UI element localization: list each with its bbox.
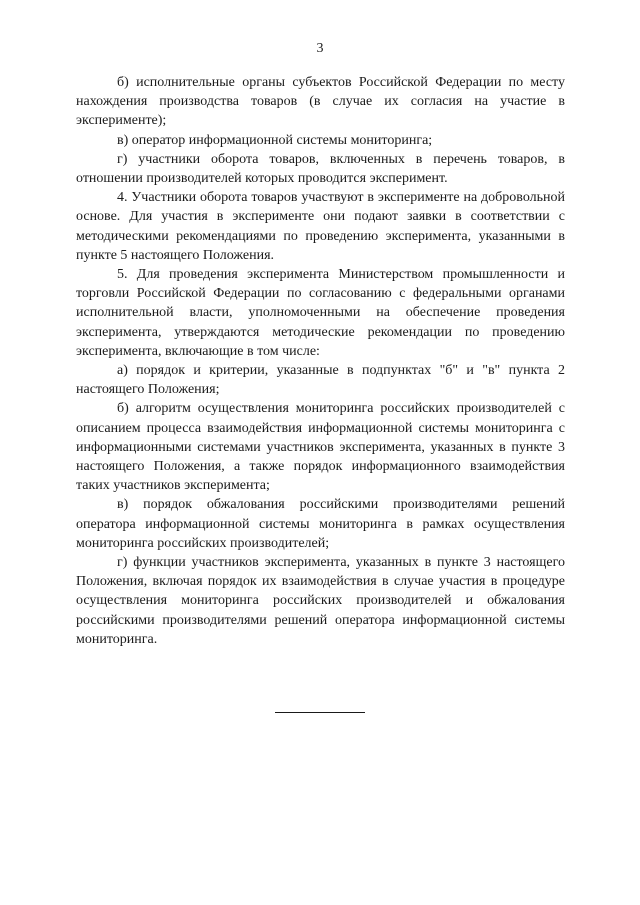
page-number: 3: [316, 41, 324, 56]
document-body: [76, 73, 565, 649]
paragraph-item-g-goods-participants: г) участники оборота товаров, включенных в перечень товаров, в отношении производителей которых проводится эксперимент.: [76, 151, 565, 187]
paragraph-clause-4: 4. Участники оборота товаров участвуют в эксперименте на добровольной основе. Для участия в эксперименте они подают заявки в соответствии с методическими рекомендациями по проведению эксперимента, указанными в пункте 5 настоящего Положения.: [76, 190, 565, 263]
paragraph-clause-5: 5. Для проведения эксперимента Министерством промышленности и торговли Российской Федерации по согласованию с федеральными органами исполнительной власти, уполномоченными на обеспечение проведения эксперимента, утверждаются методические рекомендации по проведению эксперимента, включающие в том числе:: [76, 267, 565, 359]
paragraph-clause-5-item-a: а) порядок и критерии, указанные в подпунктах "б" и "в" пункта 2 настоящего Положения;: [76, 363, 565, 398]
paragraph-clause-5-item-g: г) функции участников эксперимента, указанных в пункте 3 настоящего Положения, включая порядок их взаимодействия в случае участия в процедуре осуществления мониторинга российских производителей и обжалования российскими производителями решений оператора информационной системы мониторинга.: [76, 555, 565, 647]
end-of-text-rule: [275, 712, 365, 713]
paragraph-clause-5-item-b: б) алгоритм осуществления мониторинга российских производителей с описанием процесса взаимодействия информационной системы мониторинга с информационными системами участников эксперимента, указанных в пункте 3 настоящего Положения, а также порядок информационного взаимодействия таких участников эксперимента;: [76, 401, 565, 494]
paragraph-clause-5-item-v: в) порядок обжалования российскими производителями решений оператора информационной системы мониторинга в рамках осуществления мониторинга российских производителей;: [76, 497, 565, 551]
paragraph-item-v-monitoring-operator: в) оператор информационной системы мониторинга;: [117, 132, 433, 148]
paragraph-item-b-executive-bodies: б) исполнительные органы субъектов Российской Федерации по месту нахождения производства товаров (в случае их согласия на участие в эксперименте);: [76, 75, 565, 129]
